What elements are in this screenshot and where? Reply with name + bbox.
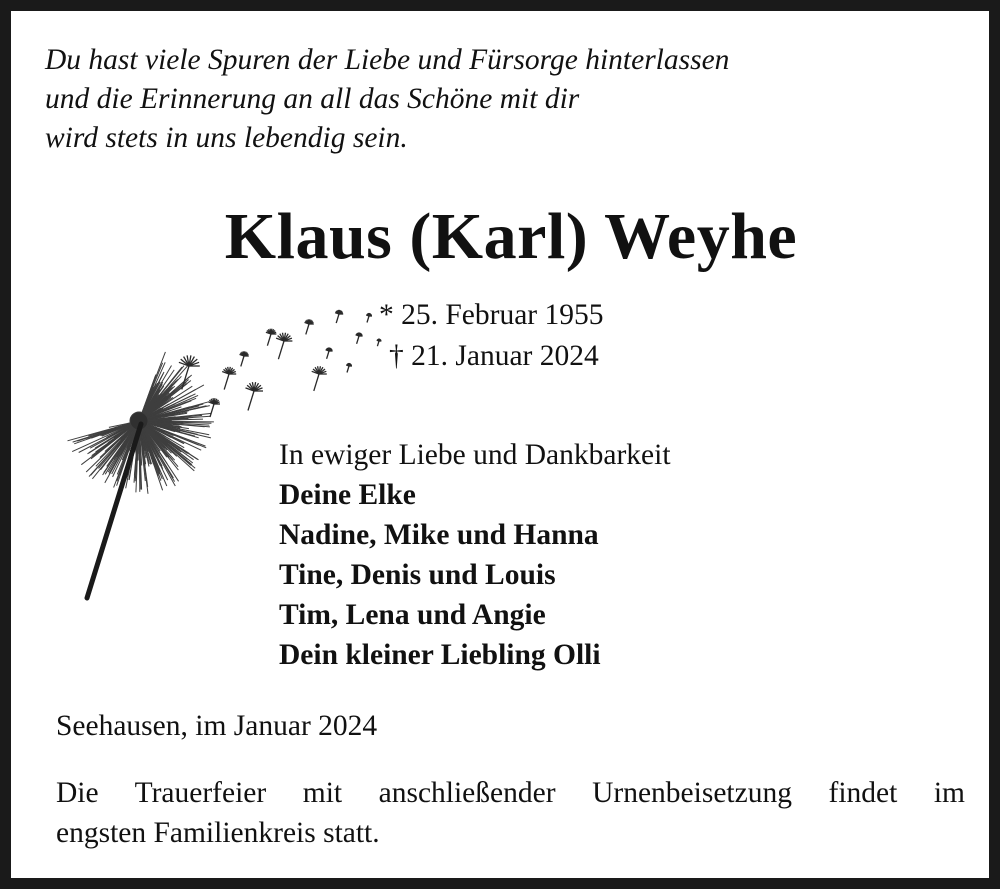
mourner-name: Tim, Lena und Angie — [279, 599, 546, 631]
mourners-intro: In ewiger Liebe und Dankbarkeit — [279, 439, 671, 471]
birth-date: * 25. Februar 1955 — [379, 299, 604, 331]
flying-seed — [335, 310, 343, 323]
mourner-name: Nadine, Mike und Hanna — [279, 519, 599, 551]
flying-seeds — [179, 310, 382, 417]
motto — [45, 41, 945, 158]
life-dates — [379, 295, 604, 377]
mourner-name: Deine Elke — [279, 479, 416, 511]
funeral-notice — [56, 773, 965, 853]
flying-seed — [346, 363, 352, 373]
flying-seed — [312, 366, 327, 391]
mourner-name: Tine, Denis und Louis — [279, 559, 556, 591]
mourners-block — [279, 435, 671, 675]
motto-line: Du hast viele Spuren der Liebe und Fürsorge hinterlassen — [45, 44, 730, 76]
funeral-notice-line: engsten Familienkreis statt. — [56, 817, 380, 849]
mourner-name: Dein kleiner Liebling Olli — [279, 639, 601, 671]
deceased-name: Klaus (Karl) Weyhe — [224, 200, 798, 273]
flying-seed — [366, 313, 372, 323]
flying-seed — [326, 348, 333, 359]
death-date: † 21. Januar 2024 — [389, 340, 599, 372]
flying-seed — [246, 382, 264, 410]
funeral-notice-line: Die Trauerfeier mit anschließender Urnenbeisetzung findet im — [56, 777, 965, 809]
flying-seed — [240, 351, 249, 366]
flying-seed — [222, 367, 236, 390]
place-date: Seehausen, im Januar 2024 — [56, 710, 378, 742]
flying-seed — [276, 333, 292, 360]
flying-seed — [208, 398, 220, 417]
motto-line: wird stets in uns lebendig sein. — [45, 122, 408, 154]
flying-seed — [266, 329, 277, 346]
flying-seed — [356, 333, 363, 344]
motto-line: und die Erinnerung an all das Schöne mit dir — [45, 83, 580, 115]
flying-seed — [305, 319, 314, 334]
